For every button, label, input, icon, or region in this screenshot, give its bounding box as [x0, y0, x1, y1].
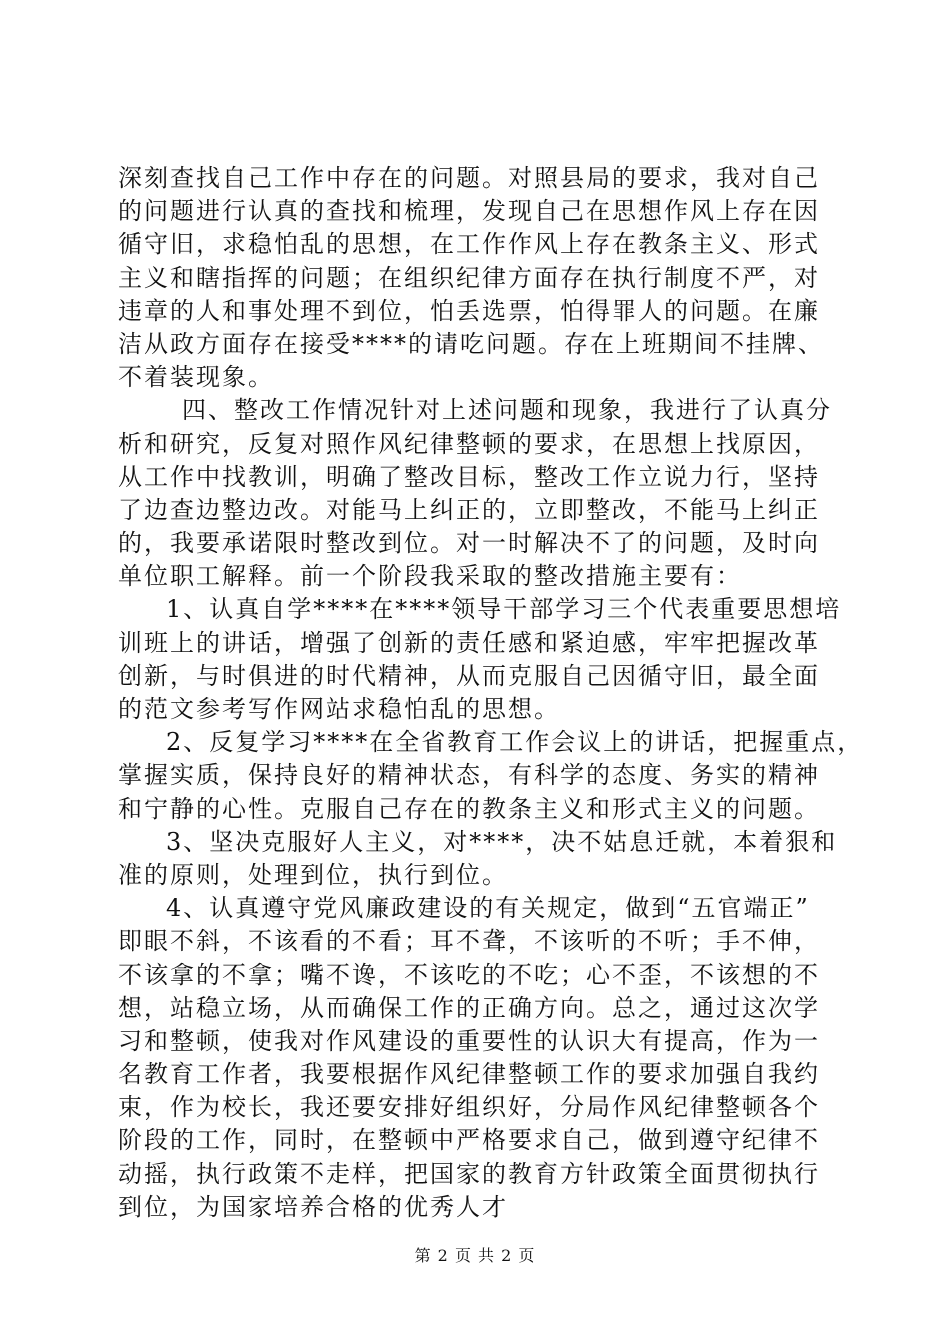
document-body	[118, 162, 864, 1224]
text-line: 3、坚决克服好人主义，对****，决不姑息迁就，本着狠和	[166, 827, 838, 856]
text-line: 洁从政方面存在接受****的请吃问题。存在上班期间不挂牌、	[118, 329, 824, 358]
text-line: 动摇，执行政策不走样，把国家的教育方针政策全面贯彻执行	[118, 1159, 820, 1188]
text-line: 束，作为校长，我还要安排好组织好，分局作风纪律整顿各个	[118, 1093, 820, 1122]
text-line: 主义和瞎指挥的问题；在组织纪律方面存在执行制度不严，对	[118, 263, 820, 292]
page-number-footer: 第 2 页 共 2 页	[414, 1246, 536, 1265]
text-line: 了边查边整边改。对能马上纠正的，立即整改，不能马上纠正	[118, 495, 820, 524]
text-line: 到位，为国家培养合格的优秀人才	[118, 1192, 508, 1221]
text-line: 不着装现象。	[118, 363, 274, 392]
text-line: 想，站稳立场，从而确保工作的正确方向。总之，通过这次学	[118, 993, 820, 1022]
text-line: 2、反复学习****在全省教育工作会议上的讲话，把握重点，	[166, 728, 864, 757]
text-line: 单位职工解释。前一个阶段我采取的整改措施主要有：	[118, 562, 742, 591]
text-line: 名教育工作者，我要根据作风纪律整顿工作的要求加强自我约	[118, 1060, 820, 1089]
text-line: 循守旧，求稳怕乱的思想，在工作作风上存在教条主义、形式	[118, 230, 820, 259]
text-line: 创新，与时俱进的时代精神，从而克服自己因循守旧，最全面	[118, 661, 820, 690]
text-line: 训班上的讲话，增强了创新的责任感和紧迫感，牢牢把握改革	[118, 628, 820, 657]
text-line: 四、整改工作情况针对上述问题和现象，我进行了认真分	[182, 396, 832, 425]
text-line: 阶段的工作，同时，在整顿中严格要求自己，做到遵守纪律不	[118, 1126, 820, 1155]
text-line: 掌握实质，保持良好的精神状态，有科学的态度、务实的精神	[118, 761, 820, 790]
text-line: 的，我要承诺限时整改到位。对一时解决不了的问题，及时向	[118, 529, 820, 558]
text-line: 习和整顿，使我对作风建设的重要性的认识大有提高，作为一	[118, 1026, 820, 1055]
text-line: 和宁静的心性。克服自己存在的教条主义和形式主义的问题。	[118, 794, 820, 823]
text-line: 违章的人和事处理不到位，怕丢选票，怕得罪人的问题。在廉	[118, 296, 820, 325]
text-line: 的问题进行认真的查找和梳理，发现自己在思想作风上存在因	[118, 197, 820, 226]
text-line: 不该拿的不拿；嘴不谗，不该吃的不吃；心不歪，不该想的不	[118, 960, 820, 989]
text-line: 4、认真遵守党风廉政建设的有关规定，做到“五官端正”	[166, 894, 810, 923]
text-line: 准的原则，处理到位，执行到位。	[118, 860, 508, 889]
text-line: 即眼不斜，不该看的不看；耳不聋，不该听的不听；手不伸，	[118, 927, 820, 956]
text-line: 1、认真自学****在****领导干部学习三个代表重要思想培	[166, 595, 842, 624]
text-line: 深刻查找自己工作中存在的问题。对照县局的要求，我对自己	[118, 164, 820, 192]
text-line: 从工作中找教训，明确了整改目标，整改工作立说力行，坚持	[118, 462, 820, 491]
text-line: 的范文参考写作网站求稳怕乱的思想。	[118, 695, 560, 723]
text-line: 析和研究，反复对照作风纪律整顿的要求，在思想上找原因，	[118, 429, 820, 458]
